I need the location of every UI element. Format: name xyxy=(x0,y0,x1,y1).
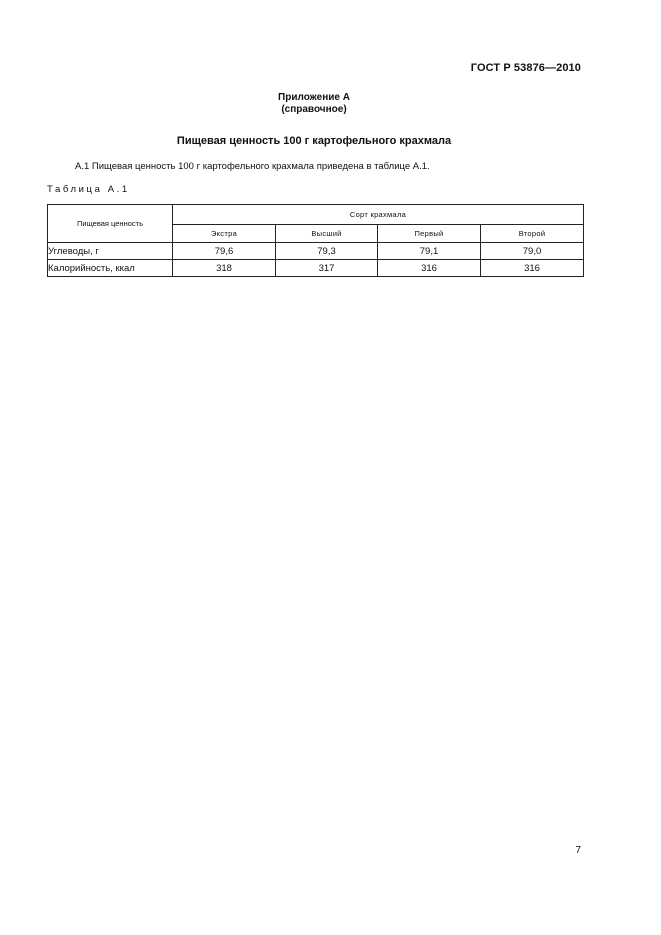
annex-heading xyxy=(0,92,628,116)
annex-title: Приложение А xyxy=(278,92,350,103)
section-title: Пищевая ценность 100 г картофельного крахмала xyxy=(176,135,452,147)
nutrition-table xyxy=(47,204,584,277)
cell-value: 79,1 xyxy=(378,243,481,260)
row-label-carbohydrates: Углеводы, г xyxy=(48,243,173,260)
cell-value: 318 xyxy=(173,260,276,277)
cell-value: 79,6 xyxy=(173,243,276,260)
cell-value: 317 xyxy=(276,260,378,277)
table-caption: Таблица А.1 xyxy=(47,184,130,195)
header-grade-extra: Экстра xyxy=(173,224,276,243)
cell-value: 79,3 xyxy=(276,243,378,260)
table-row xyxy=(48,243,584,260)
table-row xyxy=(48,260,584,277)
page-number: 7 xyxy=(575,845,581,856)
standard-code: ГОСТ Р 53876—2010 xyxy=(470,62,581,74)
header-grade-second: Второй xyxy=(481,224,584,243)
cell-value: 316 xyxy=(378,260,481,277)
header-nutrition-value: Пищевая ценность xyxy=(48,205,173,243)
header-starch-grade: Сорт крахмала xyxy=(173,205,584,225)
header-grade-premium: Высший xyxy=(276,224,378,243)
row-label-calories: Калорийность, ккал xyxy=(48,260,173,277)
cell-value: 79,0 xyxy=(481,243,584,260)
paragraph-a1: А.1 Пищевая ценность 100 г картофельного крахмала приведена в таблице А.1. xyxy=(75,161,430,172)
annex-status: (справочное) xyxy=(281,104,347,115)
header-grade-first: Первый xyxy=(378,224,481,243)
table-header-row xyxy=(48,205,584,225)
cell-value: 316 xyxy=(481,260,584,277)
